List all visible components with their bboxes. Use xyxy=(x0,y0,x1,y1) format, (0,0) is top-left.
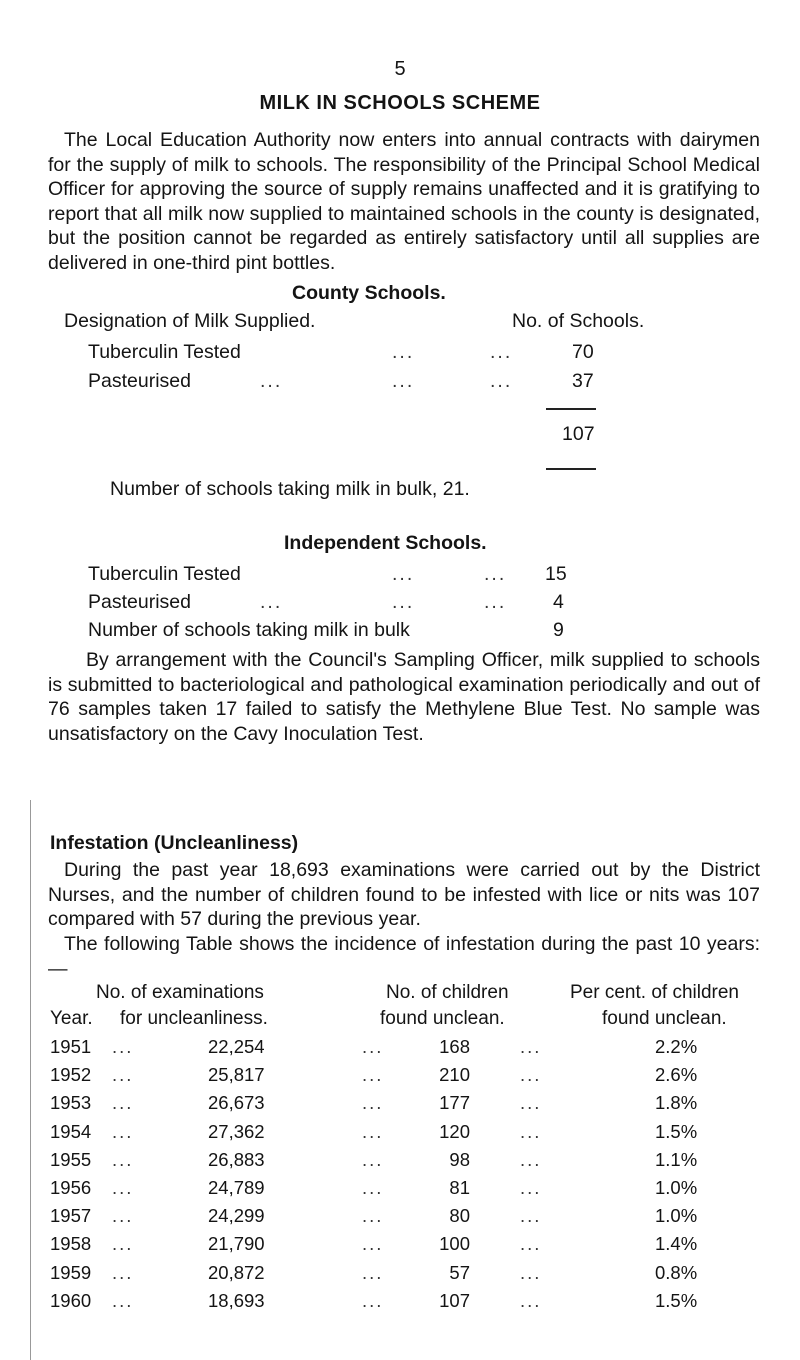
year-cell: 1957 xyxy=(50,1205,92,1227)
unclean-cell: 100 xyxy=(439,1233,470,1255)
leader-dots: ... xyxy=(112,1148,134,1170)
year-cell: 1953 xyxy=(50,1092,92,1114)
section-title: MILK IN SCHOOLS SCHEME xyxy=(259,92,541,114)
percent-cell: 1.0% xyxy=(655,1177,698,1198)
row-label: Number of schools taking milk in bulk xyxy=(88,619,410,641)
leader-dots: ... xyxy=(520,1064,542,1086)
leader-dots: ... xyxy=(112,1261,134,1283)
percent-cell: 2.6% xyxy=(655,1064,698,1086)
examinations-cell: 20,872 xyxy=(208,1261,265,1283)
independent-row-pasteurised xyxy=(0,591,800,617)
header-examinations-line2: for uncleanliness. xyxy=(120,1008,268,1029)
leader-dots: ... xyxy=(490,341,513,363)
percent-cell: 2.2% xyxy=(655,1036,698,1057)
leader-dots: ... xyxy=(362,1205,384,1227)
header-percent-line1: Per cent. of children xyxy=(570,982,739,1003)
percent-cell: 1.5% xyxy=(655,1289,698,1311)
total-rule-bottom xyxy=(546,468,596,470)
leader-dots: ... xyxy=(392,591,415,613)
leader-dots: ... xyxy=(112,1289,134,1311)
row-value: 9 xyxy=(553,619,564,641)
row-label: Tuberculin Tested xyxy=(88,341,241,363)
percent-cell: 1.4% xyxy=(655,1233,698,1255)
examinations-cell: 26,883 xyxy=(208,1148,265,1170)
year-cell: 1954 xyxy=(50,1120,92,1142)
unclean-cell: 57 xyxy=(449,1261,470,1283)
table-row xyxy=(0,1262,800,1290)
leader-dots: ... xyxy=(260,591,283,613)
leader-dots: ... xyxy=(112,1092,134,1114)
leader-dots: ... xyxy=(520,1092,542,1114)
leader-dots: ... xyxy=(520,1120,542,1142)
leader-dots: ... xyxy=(112,1205,134,1227)
row-value: 37 xyxy=(572,370,594,392)
county-row-tuberculin xyxy=(0,341,800,367)
leader-dots: ... xyxy=(520,1205,542,1227)
leader-dots: ... xyxy=(520,1148,542,1170)
header-children-line2: found unclean. xyxy=(380,1008,505,1029)
table-row xyxy=(0,1092,800,1120)
county-row-pasteurised xyxy=(0,370,800,396)
leader-dots: ... xyxy=(362,1092,384,1114)
independent-schools-heading: Independent Schools. xyxy=(284,532,487,554)
unclean-cell: 81 xyxy=(449,1177,470,1198)
bulk-note: Number of schools taking milk in bulk, 21. xyxy=(110,478,470,500)
percent-cell: 0.8% xyxy=(655,1261,698,1283)
independent-row-tuberculin xyxy=(0,563,800,589)
year-cell: 1956 xyxy=(50,1177,92,1198)
leader-dots: ... xyxy=(362,1289,384,1311)
year-cell: 1951 xyxy=(50,1036,92,1057)
leader-dots: ... xyxy=(490,370,513,392)
examinations-cell: 25,817 xyxy=(208,1064,265,1086)
leader-dots: ... xyxy=(260,370,283,392)
examinations-cell: 27,362 xyxy=(208,1120,265,1142)
page-number: 5 xyxy=(394,58,406,80)
percent-cell: 1.8% xyxy=(655,1092,698,1114)
leader-dots: ... xyxy=(362,1261,384,1283)
total-rule-top xyxy=(546,408,596,410)
county-header-row xyxy=(0,310,800,336)
table-row xyxy=(0,1233,800,1261)
examinations-cell: 21,790 xyxy=(208,1233,265,1255)
leader-dots: ... xyxy=(362,1036,384,1057)
examinations-cell: 26,673 xyxy=(208,1092,265,1114)
table-row xyxy=(0,1205,800,1233)
leader-dots: ... xyxy=(520,1036,542,1057)
leader-dots: ... xyxy=(520,1289,542,1311)
table-row xyxy=(0,1036,800,1064)
infestation-table-intro: The following Table shows the incidence of infestation during the past 10 years:— xyxy=(48,933,760,980)
county-bulk-note xyxy=(0,478,800,504)
leader-dots: ... xyxy=(484,563,507,585)
year-cell: 1952 xyxy=(50,1064,92,1086)
percent-cell: 1.1% xyxy=(655,1148,698,1170)
county-total-row xyxy=(0,423,800,449)
leader-dots: ... xyxy=(520,1177,542,1198)
unclean-cell: 120 xyxy=(439,1120,470,1142)
table-row xyxy=(0,1290,800,1318)
leader-dots: ... xyxy=(362,1064,384,1086)
examinations-cell: 24,299 xyxy=(208,1205,265,1227)
leader-dots: ... xyxy=(112,1233,134,1255)
schools-column-header: No. of Schools. xyxy=(512,310,645,332)
sampling-paragraph: By arrangement with the Council's Sampling Officer, milk supplied to schools is submitted to bacteriological and pathological examination periodically and out of 76 samples taken 17 failed to satisfy the Methylene Blue Test. No sample was unsatisfactory on the Cavy Inoculation Test. xyxy=(48,649,760,745)
leader-dots: ... xyxy=(520,1233,542,1255)
table-row xyxy=(0,1121,800,1149)
examinations-cell: 24,789 xyxy=(208,1177,265,1198)
leader-dots: ... xyxy=(484,591,507,613)
leader-dots: ... xyxy=(362,1148,384,1170)
leader-dots: ... xyxy=(112,1036,134,1057)
row-value: 70 xyxy=(572,341,594,363)
year-cell: 1959 xyxy=(50,1261,92,1283)
infestation-heading: Infestation (Uncleanliness) xyxy=(50,832,299,854)
examinations-cell: 22,254 xyxy=(208,1036,265,1057)
total-value: 107 xyxy=(562,423,595,445)
header-children-line1: No. of children xyxy=(386,982,509,1003)
row-label: Pasteurised xyxy=(88,591,191,613)
leader-dots: ... xyxy=(362,1120,384,1142)
row-label: Pasteurised xyxy=(88,370,191,392)
leader-dots: ... xyxy=(112,1120,134,1142)
leader-dots: ... xyxy=(392,563,415,585)
unclean-cell: 107 xyxy=(439,1289,470,1311)
leader-dots: ... xyxy=(362,1177,384,1198)
table-row xyxy=(0,1064,800,1092)
unclean-cell: 210 xyxy=(439,1064,470,1086)
leader-dots: ... xyxy=(112,1064,134,1086)
unclean-cell: 168 xyxy=(439,1036,470,1057)
row-value: 4 xyxy=(553,591,564,613)
row-value: 15 xyxy=(545,563,567,585)
infestation-paragraph: During the past year 18,693 examinations were carried out by the District Nurses, and the number of children found to be infested with lice or nits was 107 compared with 57 during the previous year. xyxy=(48,859,760,930)
designation-column-header: Designation of Milk Supplied. xyxy=(64,310,316,332)
county-schools-heading: County Schools. xyxy=(292,282,446,304)
percent-cell: 1.0% xyxy=(655,1205,698,1227)
percent-cell: 1.5% xyxy=(655,1120,698,1142)
row-label: Tuberculin Tested xyxy=(88,563,241,585)
leader-dots: ... xyxy=(520,1261,542,1283)
year-cell: 1955 xyxy=(50,1148,92,1170)
unclean-cell: 80 xyxy=(449,1205,470,1227)
header-year: Year. xyxy=(50,1008,93,1029)
unclean-cell: 98 xyxy=(449,1148,470,1170)
leader-dots: ... xyxy=(392,370,415,392)
unclean-cell: 177 xyxy=(439,1092,470,1114)
leader-dots: ... xyxy=(112,1177,134,1198)
intro-paragraph: The Local Education Authority now enters into annual contracts with dairymen for the supply of milk to schools. The responsibility of the Principal School Medical Officer for approving the source of supply remains unaffected and it is gratifying to report that all milk now supplied to maintained schools in the county is designated, but the position cannot be regarded as entirely satisfactory until all supplies are delivered in one-third pint bottles. xyxy=(48,129,760,274)
year-cell: 1960 xyxy=(50,1289,92,1311)
independent-row-bulk xyxy=(0,619,800,645)
table-row xyxy=(0,1149,800,1177)
year-cell: 1958 xyxy=(50,1233,92,1255)
header-examinations-line1: No. of examinations xyxy=(96,982,264,1003)
header-percent-line2: found unclean. xyxy=(602,1008,727,1029)
table-row xyxy=(0,1177,800,1205)
leader-dots: ... xyxy=(392,341,415,363)
leader-dots: ... xyxy=(362,1233,384,1255)
examinations-cell: 18,693 xyxy=(208,1289,265,1311)
